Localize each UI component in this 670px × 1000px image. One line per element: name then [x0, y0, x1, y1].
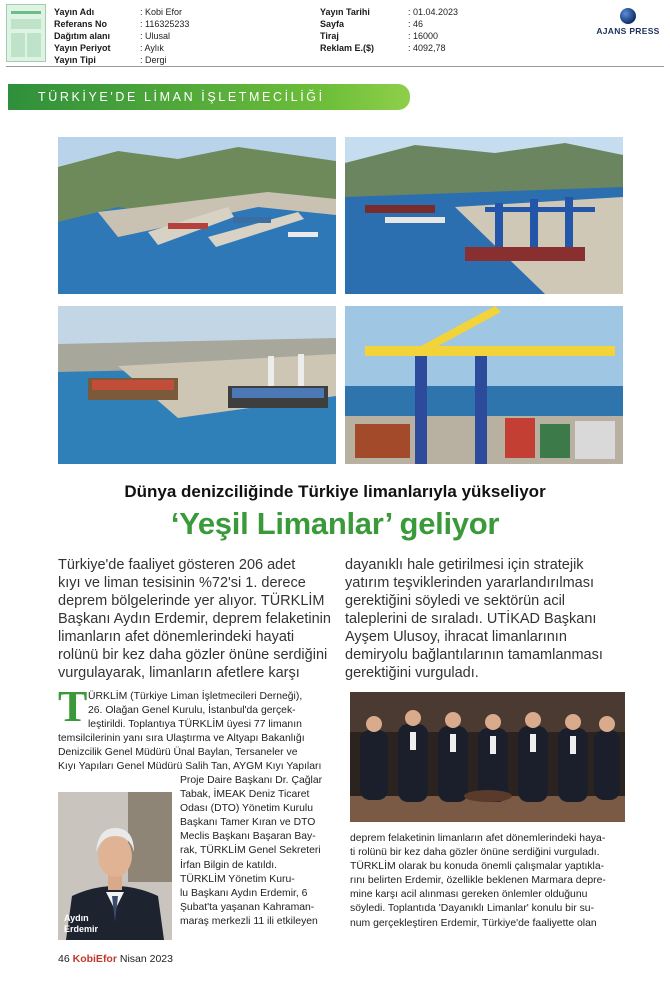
meeting-photo [350, 692, 625, 822]
body-line: rak, TÜRKLİM Genel Sekreteri [180, 845, 321, 857]
lead-line: kıyı ve liman tesisinin %72'si 1. derece [58, 575, 306, 591]
meta-value: : 46 [408, 19, 424, 29]
body-line: Denizcilik Genel Müdürü Ünal Baylan, Tersaneler ve [58, 747, 298, 759]
article-kicker: Dünya denizciliğinde Türkiye limanlarıyla yükseliyor [124, 482, 546, 501]
lead-line: rolünü bir kez daha gözler önüne serdiğini [58, 647, 328, 663]
page-number: 46 [58, 953, 70, 965]
body-line: mine karşı acil alınması gereken önlemler olduğunu [350, 889, 588, 901]
body-line: Meclis Başkanı Başaran Bay- [180, 831, 316, 843]
body-text-right [350, 832, 626, 931]
body-line: TÜRKLİM olarak bu konuda önemli çalışmalar yaptıkla- [350, 861, 605, 873]
lead-line: taleplerini de sıraladı. UTİKAD Başkanı [345, 611, 597, 627]
logo-text: AJANS PRESS [596, 26, 660, 36]
lead-line: Başkanı Aydın Erdemir, deprem felaketinin [58, 611, 331, 627]
meta-value: : Ulusal [140, 31, 171, 41]
body-line: ti rolünü bir kez daha gözler önüne serdiğini vurguladı. [350, 847, 600, 859]
body-line: TÜRKLİM Yönetim Kuru- [180, 873, 295, 885]
article-headline: ‘Yeşil Limanlar’ geliyor [170, 506, 500, 541]
meta-value: : 01.04.2023 [408, 7, 459, 17]
meta-value: : 16000 [408, 31, 439, 41]
body-line: rını belirten Erdemir, özellikle beklenen Marmara depre- [350, 875, 606, 887]
lead-line: limanların afet dönemlerindeki hayati [58, 629, 295, 645]
lead-line: demiryolu bağlantılarının tamamlanması [345, 647, 603, 663]
meta-label: Yayın Tipi [54, 55, 96, 65]
meta-right [320, 6, 458, 54]
meta-label: Reklam E.($) [320, 43, 375, 53]
body-line: Proje Daire Başkanı Dr. Çağlar [180, 775, 323, 786]
meta-label: Referans No [54, 19, 108, 29]
body-line: Şubat'ta yaşanan Kahraman- [180, 901, 315, 913]
meta-value: : Dergi [140, 55, 167, 65]
lead-line: yatırım teşviklerinden yararlandırılması [345, 575, 594, 591]
drop-cap: T [58, 682, 88, 731]
lead-line: Ayşem Ulusoy, ihracat limanlarının [345, 629, 567, 645]
header-divider [6, 66, 664, 67]
lead-paragraph-right [345, 556, 630, 682]
page-footer [58, 953, 173, 965]
lead-line: gerektiğini vurguladı. [345, 665, 479, 681]
body-text-attendees [58, 732, 340, 774]
body-line: İrfan Bilgin de katıldı. [180, 859, 278, 871]
ajans-press-logo [592, 8, 664, 36]
clipping-thumbnail [6, 4, 46, 62]
body-line: num gerçekleştiren Erdemir, Türkiye'de faaliyette olan [350, 917, 597, 929]
body-line: 26. Olağan Genel Kurulu, İstanbul'da gerçek- [88, 705, 296, 717]
portrait-caption-first: Aydın [64, 913, 89, 923]
magazine-brand: KobiEfor [72, 953, 117, 965]
lead-line: deprem bölgelerinde yer alıyor. TÜRKLİM [58, 593, 325, 609]
globe-icon [620, 8, 636, 24]
body-line: deprem felaketinin limanların afet dönemlerindeki haya- [350, 833, 606, 844]
body-text-intro [88, 690, 338, 718]
issue-date: Nisan 2023 [119, 953, 173, 965]
meta-label: Yayın Tarihi [320, 7, 370, 17]
body-line: maraş merkezli 11 ili etkileyen [180, 915, 318, 927]
meta-value: : 116325233 [140, 19, 190, 29]
meta-left [54, 6, 189, 66]
lead-paragraph-left [58, 556, 343, 682]
body-line: söyledi. Toplantıda 'Dayanıklı Limanlar' konulu bir su- [350, 903, 595, 915]
body-text-column [180, 774, 340, 929]
meta-label: Sayfa [320, 19, 345, 29]
lead-line: gerektiğini söyledi ve sektörün acil [345, 593, 566, 609]
body-line: Tabak, İMEAK Deniz Ticaret [180, 789, 310, 801]
lead-line: dayanıklı hale getirilmesi için stratejik [345, 557, 584, 573]
meta-value: : 4092,78 [408, 43, 446, 53]
section-title: TÜRKİYE'DE LİMAN İŞLETMECİLİĞİ [8, 84, 410, 110]
container-crane-photo [345, 306, 623, 464]
body-line: Başkanı Tamer Kıran ve DTO [180, 817, 316, 829]
meta-label: Tiraj [320, 31, 339, 41]
port-aerial-photo-3 [58, 306, 336, 464]
meta-label: Yayın Adı [54, 7, 95, 17]
port-aerial-photo-2 [345, 137, 623, 294]
meta-label: Yayın Periyot [54, 43, 111, 53]
lead-line: Türkiye'de faaliyet gösteren 206 adet [58, 557, 296, 573]
body-line: Odası (DTO) Yönetim Kurulu [180, 803, 314, 815]
body-text-intro-3 [88, 718, 340, 732]
port-aerial-photo-1 [58, 137, 336, 294]
body-line: temsilcilerinin yanı sıra Ulaştırma ve Altyapı Bakanlığı [58, 733, 305, 744]
body-line: ÜRKLİM (Türkiye Liman İşletmecileri Derneği), [88, 691, 303, 702]
portrait-caption-last: Erdemir [64, 924, 99, 934]
lead-line: vurgulayarak, limanların afetlere karşı [58, 665, 300, 681]
body-line: lu Başkanı Aydın Erdemir, 6 [180, 887, 308, 899]
meta-label: Dağıtım alanı [54, 31, 111, 41]
body-line: leştirildi. Toplantıya TÜRKLİM üyesi 77 limanın [88, 719, 302, 730]
meta-value: : Kobi Efor [140, 7, 183, 17]
body-line: Kıyı Yapıları Genel Müdürü Salih Tan, AYGM Kıyı Yapıları [58, 761, 322, 773]
meta-value: : Aylık [140, 43, 164, 53]
